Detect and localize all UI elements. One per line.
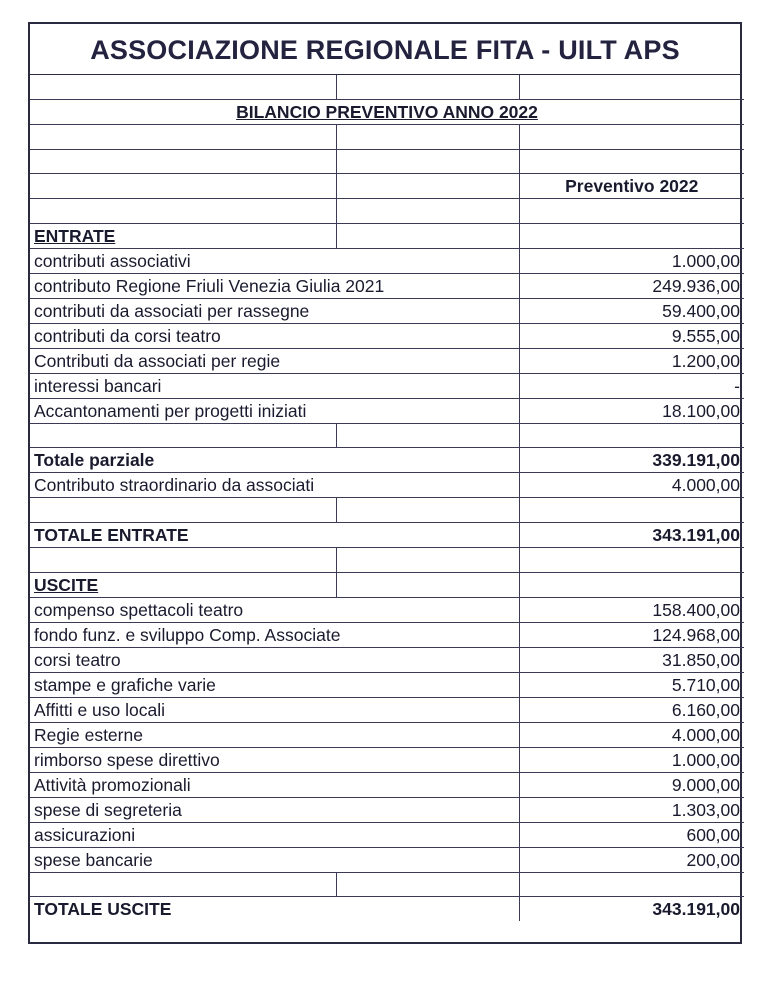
section-heading-row <box>30 223 744 248</box>
column-header-preventivo: Preventivo 2022 <box>519 174 744 199</box>
total-uscite-label: TOTALE USCITE <box>30 897 519 922</box>
line-item-label: Regie esterne <box>30 722 519 747</box>
line-item-amount: - <box>519 373 744 398</box>
line-item-label: Contributi da associati per regie <box>30 348 519 373</box>
line-item-label: contributi da corsi teatro <box>30 323 519 348</box>
line-item-amount: 158.400,00 <box>519 597 744 622</box>
line-item-label: corsi teatro <box>30 647 519 672</box>
line-item-label: spese di segreteria <box>30 797 519 822</box>
document-title: ASSOCIAZIONE REGIONALE FITA - UILT APS <box>30 24 740 75</box>
spacer-row <box>30 872 744 897</box>
spacer-row <box>30 125 744 150</box>
line-item-amount: 124.968,00 <box>519 622 744 647</box>
spacer-row <box>30 75 744 100</box>
column-header-row <box>30 174 744 199</box>
uscite-heading: USCITE <box>30 572 336 597</box>
line-item-label: fondo funz. e sviluppo Comp. Associate <box>30 622 519 647</box>
spacer-row <box>30 423 744 448</box>
line-item-label: contributi associativi <box>30 248 519 273</box>
line-item-label: contributo Regione Friuli Venezia Giulia 2021 <box>30 273 519 298</box>
extra-contribution-label: Contributo straordinario da associati <box>30 473 519 498</box>
line-item-row <box>30 348 744 373</box>
line-item-label: compenso spettacoli teatro <box>30 597 519 622</box>
subtitle-row <box>30 100 744 125</box>
total-entrate-label: TOTALE ENTRATE <box>30 523 519 548</box>
budget-sheet <box>28 22 742 944</box>
partial-total-amount: 339.191,00 <box>519 448 744 473</box>
document-subtitle: BILANCIO PREVENTIVO ANNO 2022 <box>30 100 744 125</box>
line-item-amount: 1.000,00 <box>519 248 744 273</box>
spacer-row <box>30 548 744 573</box>
total-entrate-amount: 343.191,00 <box>519 523 744 548</box>
line-item-row <box>30 697 744 722</box>
line-item-label: Accantonamenti per progetti iniziati <box>30 398 519 423</box>
line-item-row <box>30 622 744 647</box>
line-item-amount: 4.000,00 <box>519 722 744 747</box>
partial-total-label: Totale parziale <box>30 448 519 473</box>
line-item-row <box>30 797 744 822</box>
line-item-label: Attività promozionali <box>30 772 519 797</box>
line-item-amount: 1.000,00 <box>519 747 744 772</box>
line-item-row <box>30 822 744 847</box>
line-item-row <box>30 248 744 273</box>
line-item-amount: 6.160,00 <box>519 697 744 722</box>
line-item-amount: 1.200,00 <box>519 348 744 373</box>
line-item-row <box>30 373 744 398</box>
line-item-amount: 18.100,00 <box>519 398 744 423</box>
spacer-row <box>30 149 744 174</box>
line-item-row <box>30 597 744 622</box>
extra-contribution-amount: 4.000,00 <box>519 473 744 498</box>
budget-table-body <box>30 75 744 921</box>
spacer-row <box>30 199 744 224</box>
line-item-label: assicurazioni <box>30 822 519 847</box>
line-item-amount: 9.000,00 <box>519 772 744 797</box>
line-item-row <box>30 398 744 423</box>
line-item-label: interessi bancari <box>30 373 519 398</box>
spacer-row <box>30 498 744 523</box>
total-uscite-row <box>30 897 744 922</box>
total-uscite-amount: 343.191,00 <box>519 897 744 922</box>
line-item-row <box>30 323 744 348</box>
line-item-label: contributi da associati per rassegne <box>30 298 519 323</box>
line-item-label: rimborso spese direttivo <box>30 747 519 772</box>
line-item-label: spese bancarie <box>30 847 519 872</box>
budget-table <box>30 75 744 921</box>
line-item-row <box>30 722 744 747</box>
section-heading-row <box>30 572 744 597</box>
extra-contribution-row <box>30 473 744 498</box>
entrate-heading: ENTRATE <box>30 223 336 248</box>
line-item-amount: 200,00 <box>519 847 744 872</box>
total-entrate-row <box>30 523 744 548</box>
line-item-row <box>30 647 744 672</box>
line-item-amount: 59.400,00 <box>519 298 744 323</box>
line-item-amount: 9.555,00 <box>519 323 744 348</box>
line-item-amount: 1.303,00 <box>519 797 744 822</box>
line-item-amount: 249.936,00 <box>519 273 744 298</box>
line-item-row <box>30 298 744 323</box>
partial-total-row <box>30 448 744 473</box>
line-item-label: Affitti e uso locali <box>30 697 519 722</box>
line-item-row <box>30 772 744 797</box>
line-item-amount: 600,00 <box>519 822 744 847</box>
line-item-row <box>30 747 744 772</box>
line-item-row <box>30 672 744 697</box>
line-item-amount: 31.850,00 <box>519 647 744 672</box>
line-item-row <box>30 847 744 872</box>
line-item-amount: 5.710,00 <box>519 672 744 697</box>
line-item-label: stampe e grafiche varie <box>30 672 519 697</box>
line-item-row <box>30 273 744 298</box>
